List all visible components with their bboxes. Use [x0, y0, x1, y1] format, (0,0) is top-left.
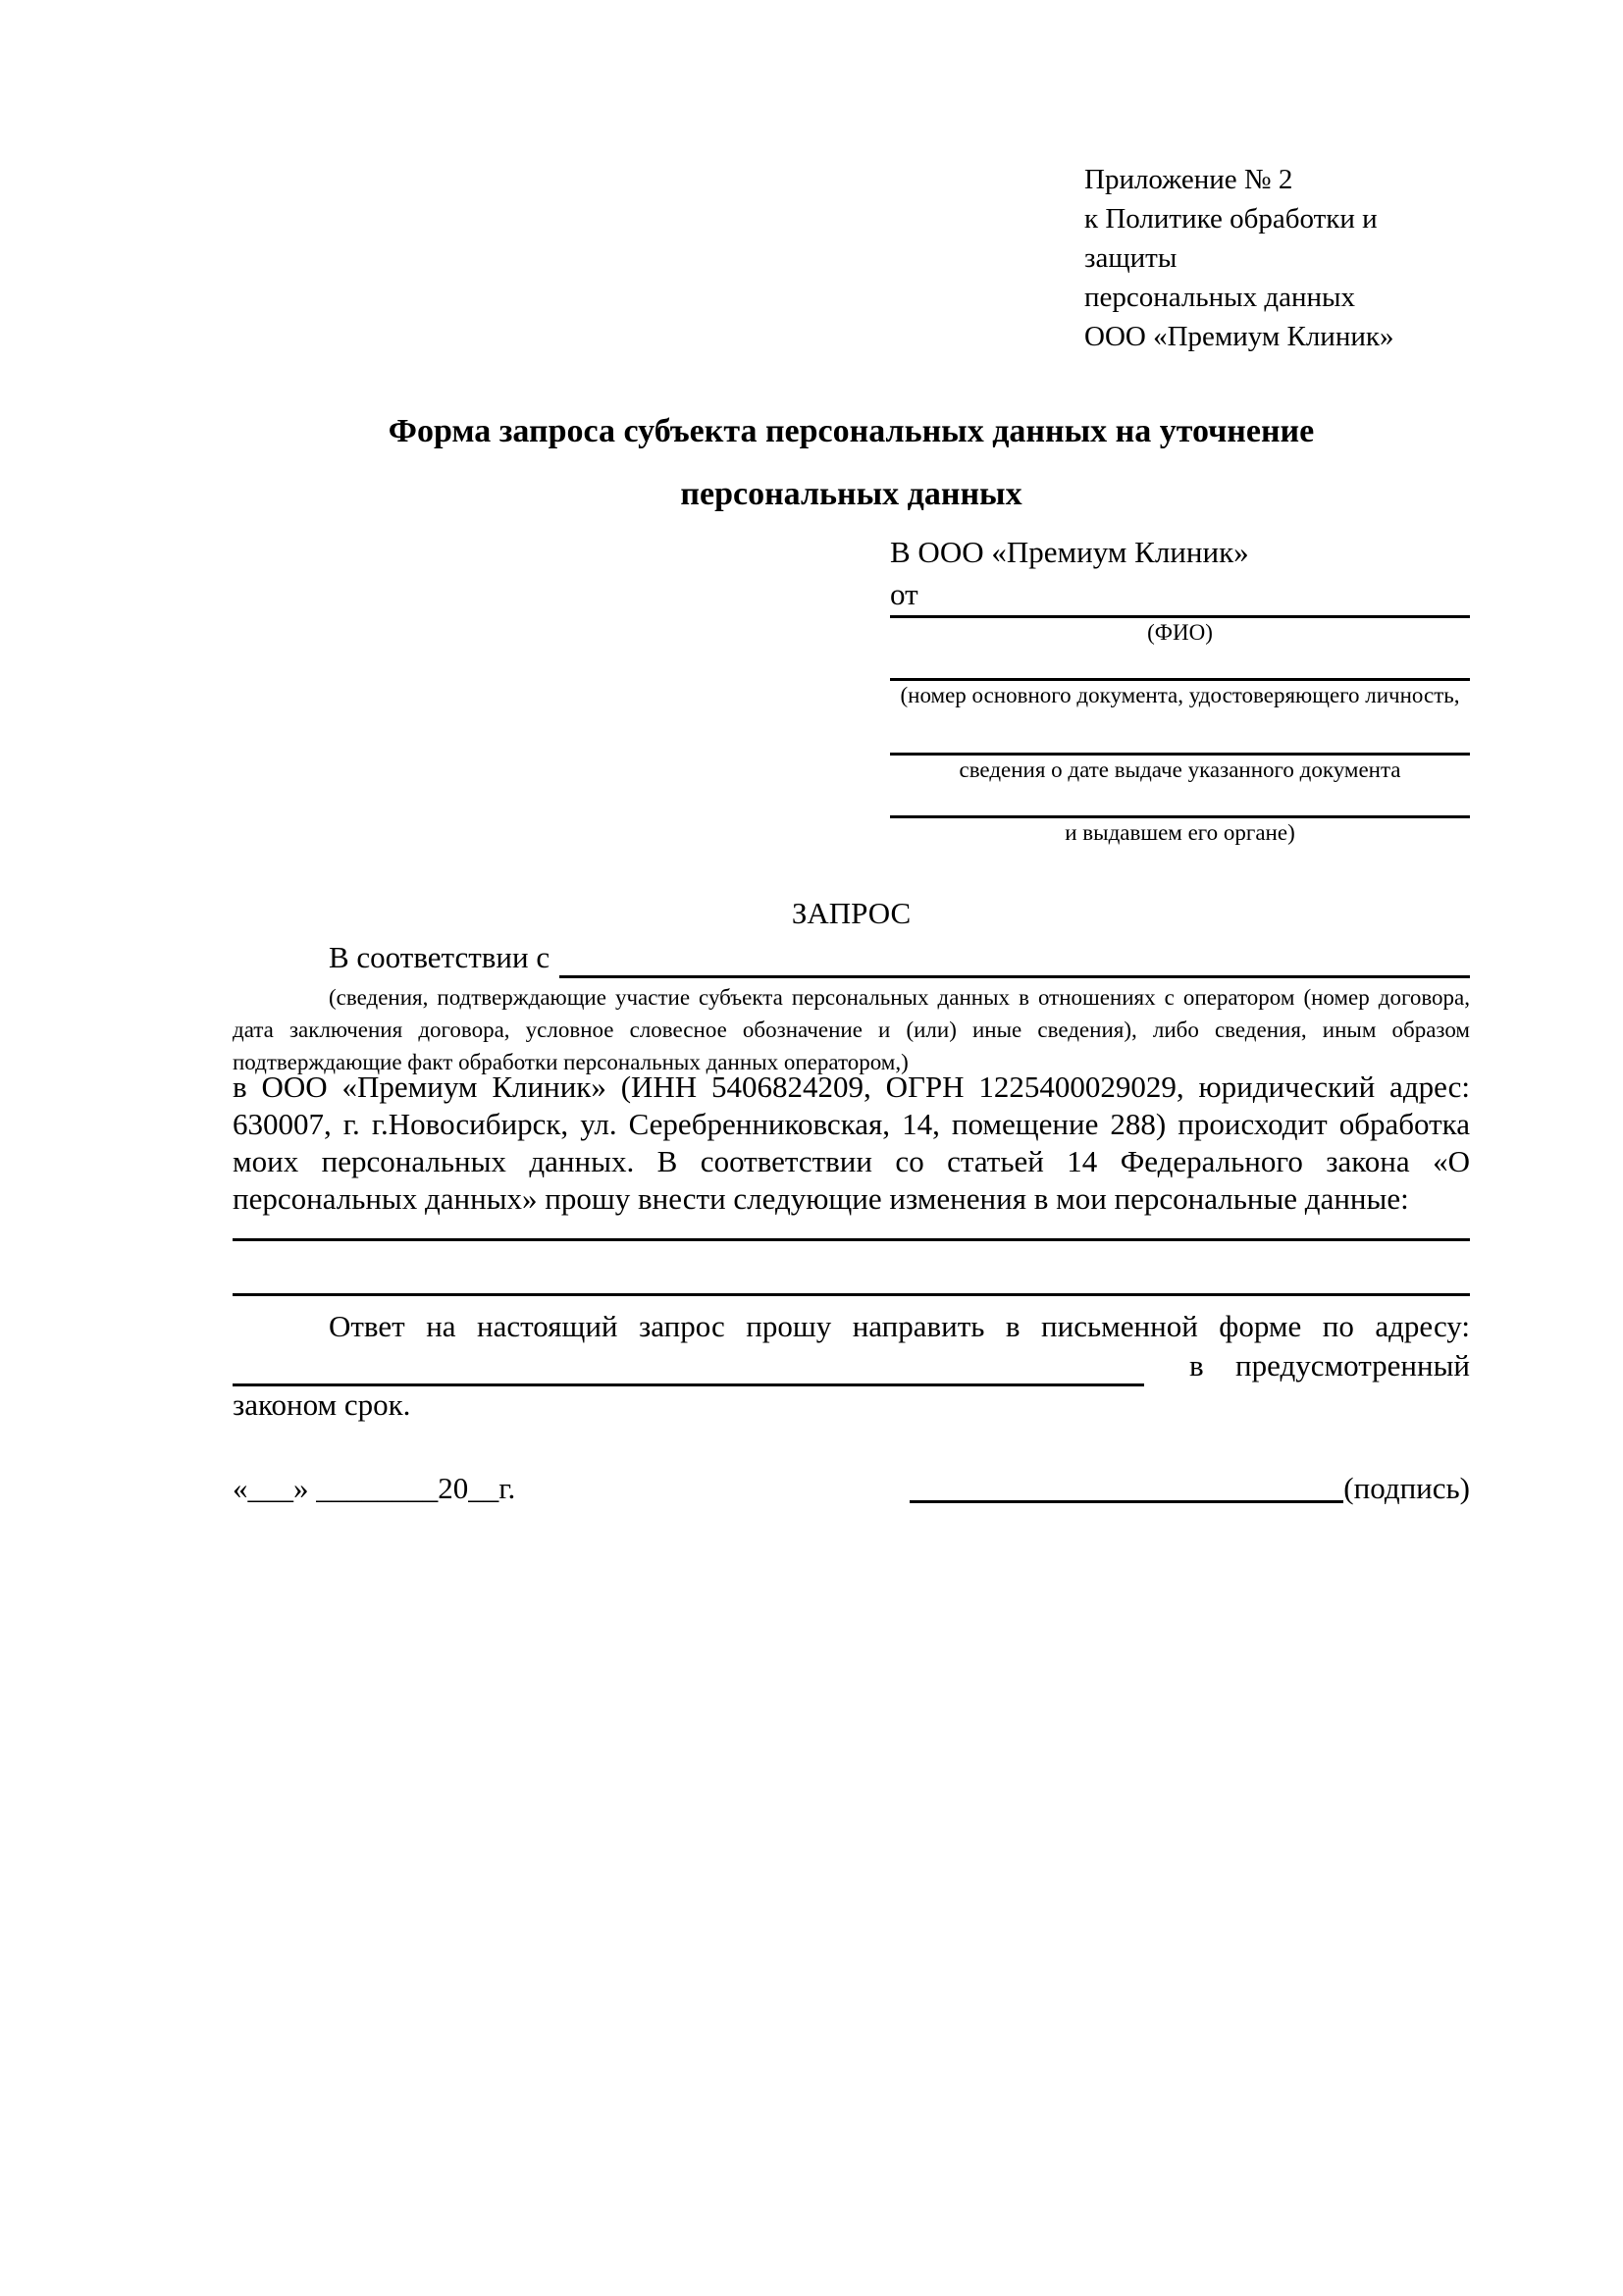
lead-row	[233, 937, 1470, 978]
date-blank-string: «___» ________20__г.	[233, 1471, 516, 1505]
lead-text: В соответствии с	[329, 940, 550, 974]
recipient-to: В ООО «Премиум Клиник»	[890, 535, 1249, 569]
reply-address-row	[233, 1345, 1470, 1386]
reply-line-2-tail: в предусмотренный	[1189, 1348, 1470, 1383]
signature-group	[910, 1467, 1470, 1510]
recipient-from-label: от	[890, 577, 918, 611]
signature-caption: (подпись)	[1343, 1471, 1470, 1505]
document-title	[233, 400, 1470, 526]
address-blank-line	[233, 1350, 1144, 1386]
appendix-line: к Политике обработки и защиты	[1084, 203, 1378, 274]
appendix-line: Приложение № 2	[1084, 164, 1293, 195]
document-title-line: Форма запроса субъекта персональных данных на уточнение	[388, 413, 1315, 449]
changes-blank-line-1	[233, 1238, 1470, 1241]
fio-caption: (ФИО)	[1147, 620, 1213, 645]
signature-blank-line	[910, 1467, 1343, 1503]
request-body-paragraph: в ООО «Премиум Клиник» (ИНН 5406824209, ОГРН 1225400029029, юридический адрес: 630007, г. г.Новосибирск, ул. Серебренниковская, 14, помещение 288) происходит обработка моих персональных данных. В соответствии со статьей 14 Федерального закона «О персональных данных» прошу внести следующие изменения в мои персональные данные:	[233, 1070, 1470, 1216]
reply-line-3: законом срок.	[233, 1387, 411, 1422]
date-signature-row	[233, 1467, 1470, 1510]
appendix-line: ООО «Премиум Клиник»	[1084, 321, 1394, 352]
lead-blank-line	[559, 940, 1470, 978]
request-heading: ЗАПРОС	[791, 896, 912, 930]
document-title-line: персональных данных	[680, 476, 1022, 512]
footnote-text: (сведения, подтверждающие участие субъекта персональных данных в отношениях с оператором (номер договора, дата заключения договора, условное словесное обозначение и (или) иные сведения), либо сведения, иным образом подтверждающие факт обработки персональных данных оператором,)	[233, 985, 1470, 1074]
doc-number-caption: (номер основного документа, удостоверяющего личность,	[900, 683, 1460, 707]
doc-issue-date-caption: сведения о дате выдаче указанного документа	[959, 757, 1401, 782]
recipient-block	[890, 531, 1470, 848]
reply-line-1: Ответ на настоящий запрос прошу направить в письменной форме по адресу:	[329, 1309, 1470, 1343]
appendix-line: персональных данных	[1084, 282, 1356, 313]
changes-blank-line-2	[233, 1293, 1470, 1296]
appendix-block	[1084, 160, 1470, 356]
doc-issuer-caption: и выдавшем его органе)	[1065, 820, 1295, 845]
